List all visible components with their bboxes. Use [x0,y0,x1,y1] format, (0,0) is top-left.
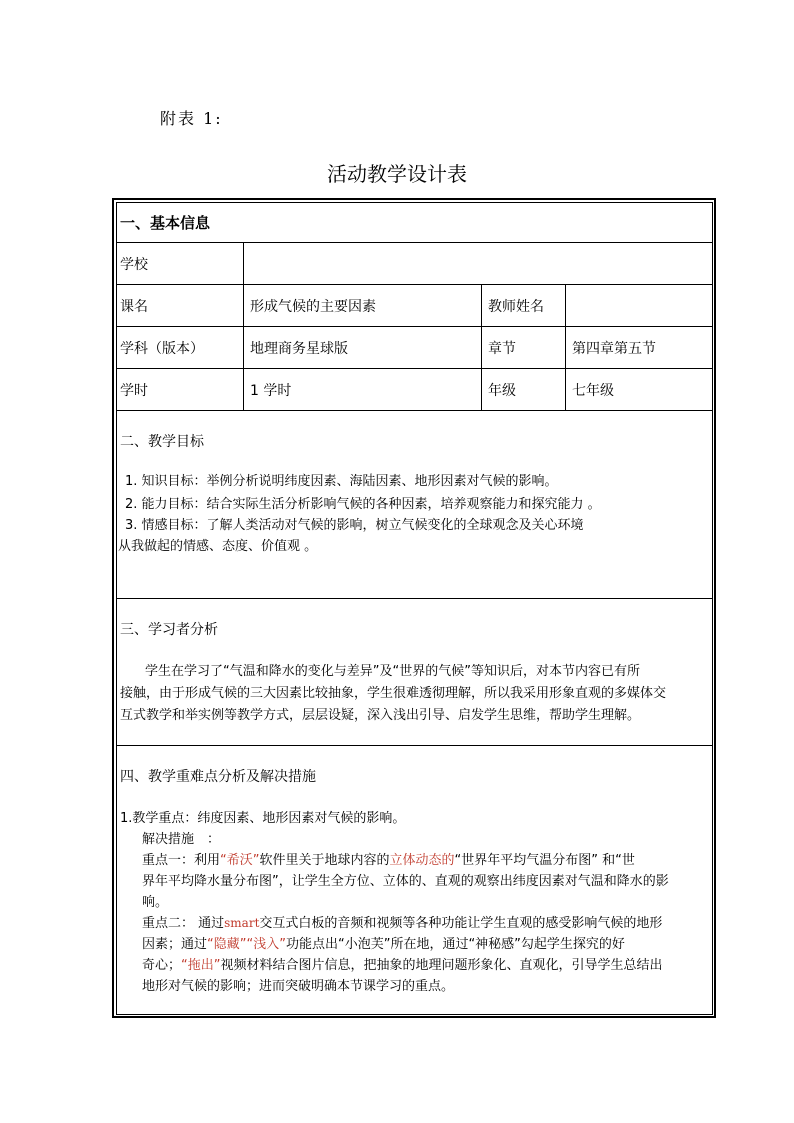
objective-emotion-continued: 从我做起的情感、态度、价值观 。 [118,539,318,554]
document-title: 活动教学设计表 [327,162,467,186]
grade-label: 年级 [488,383,516,399]
learner-analysis-line: 互式教学和举实例等教学方式，层层设疑，深入浅出引导、启发学生思维，帮助学生理解。 [120,708,641,723]
focus-two-line [142,955,663,976]
column-divider [565,284,566,410]
focus-two-text: 因素；通过 [142,937,208,952]
row-divider [116,410,713,411]
row-divider [116,284,713,285]
teacher-label: 教师姓名 [488,299,544,315]
focus-two-text: 交互式白板的音频和视频等各种功能让学生直观的感受影响气候的地形 [259,916,663,931]
row-divider [116,242,713,243]
dynamic-highlight: 立体动态的 [389,853,455,868]
focus-one-text: 重点一：利用 [142,853,221,868]
appendix-label: 附表 1: [160,109,223,128]
hours-value: 1 学时 [250,383,292,399]
course-value: 形成气候的主要因素 [250,299,376,315]
hours-label: 学时 [120,383,148,399]
key-point-focus: 1.教学重点：纬度因素、地形因素对气候的影响。 [120,811,406,826]
focus-two-line [142,934,625,955]
table-inner-border [116,202,713,1015]
focus-one-text: “世界年平均气温分布图” 和“世 [454,853,635,868]
section-heading-objectives: 二、教学目标 [120,434,204,450]
grade-value: 七年级 [572,383,614,399]
smart-highlight: smart [224,916,260,930]
course-label: 课名 [120,299,148,315]
learner-analysis-line: 接触，由于形成气候的三大因素比较抽象，学生很难透彻理解，所以我采用形象直观的多媒体交 [120,686,667,701]
school-label: 学校 [120,257,148,273]
focus-two-text: 功能点出“小泡芙”所在地，通过“神秘感”勾起学生探究的好 [285,937,625,952]
chapter-value: 第四章第五节 [572,341,656,357]
section-heading-learner-analysis: 三、学习者分析 [120,622,218,638]
focus-two-text: 视频材料结合图片信息，把抽象的地理问题形象化、直观化，引导学生总结出 [220,958,663,973]
focus-one-line [142,850,635,871]
focus-one-line: 响。 [142,895,169,910]
section-divider [116,598,713,599]
learner-analysis-line: 学生在学习了“气温和降水的变化与差异”及“世界的气候”等知识后，对本节内容已有所 [145,664,640,679]
focus-two-line [142,913,662,934]
row-divider [116,368,713,369]
focus-one-text: 软件里关于地球内容的 [259,853,390,868]
section-heading-key-points: 四、教学重难点分析及解决措施 [120,769,316,785]
section-divider [116,745,713,746]
hide-reveal-highlight: “隐藏”“浅入” [207,937,286,952]
drag-out-highlight: “拖出” [181,958,221,973]
section-heading-basic-info: 一、基本信息 [120,214,211,232]
measures-label: 解决措施 ： [142,832,221,847]
focus-two-text: 重点二： 通过 [142,916,225,931]
row-divider [116,326,713,327]
focus-one-line: 界年平均降水量分布图”，让学生全方位、立体的、直观的观察出纬度因素对气温和降水的影 [142,874,669,889]
objective-emotion: 3. 情感目标：了解人类活动对气候的影响，树立气候变化的全球观念及关心环境 [125,518,584,533]
seewo-highlight: “希沃” [220,853,260,868]
chapter-label: 章节 [488,341,516,357]
focus-two-text: 奇心； [142,958,182,973]
subject-label: 学科（版本） [120,341,204,357]
objective-ability: 2. 能力目标：结合实际生活分析影响气候的各种因素，培养观察能力和探究能力 。 [125,497,601,512]
column-divider [481,284,482,410]
subject-value: 地理商务星球版 [250,341,348,357]
column-divider [243,242,244,410]
focus-two-line: 地形对气候的影响；进而突破明确本节课学习的重点。 [142,979,455,994]
objective-knowledge: 1. 知识目标：举例分析说明纬度因素、海陆因素、地形因素对气候的影响。 [125,474,558,489]
